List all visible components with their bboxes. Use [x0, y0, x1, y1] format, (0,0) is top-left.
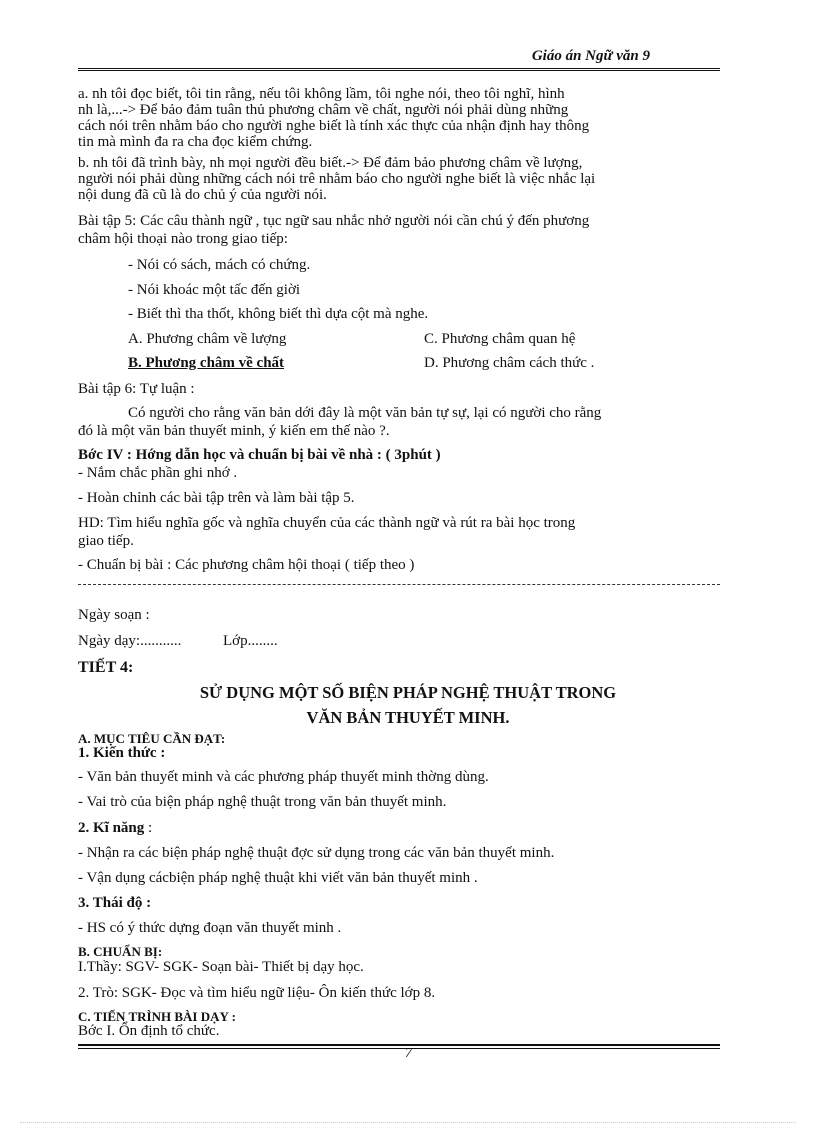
text-line: tin mà mình đa ra cha đọc kiểm chứng. [78, 134, 313, 150]
preparation-heading: B. CHUẨN BỊ: [78, 944, 163, 959]
proverb-2: - Nói khoác một tấc đến giời [128, 282, 301, 298]
knowledge-2: - Vai trò của biện pháp nghệ thuật trong văn bản thuyết minh. [78, 794, 447, 810]
guidance-cont: giao tiếp. [78, 533, 134, 549]
option-d: D. Phương châm cách thức . [424, 355, 595, 371]
text-line: cách nói trên nhằm báo cho người nghe biết là tính xác thực của nhận định hay thông [78, 118, 590, 134]
skills-2: - Vận dụng cácbiện pháp nghệ thuật khi viết văn bản thuyết minh . [78, 870, 478, 886]
option-a: A. Phương châm về lượng [128, 331, 287, 347]
footer-rule [78, 1044, 720, 1046]
exercise-6: Bài tập 6: Tự luận : [78, 381, 195, 397]
proverb-3: - Biết thì tha thốt, không biết thì dựa cột mà nghe. [128, 306, 429, 322]
attitude-heading: 3. Thái độ : [78, 895, 152, 911]
homework-1: - Nắm chắc phần ghi nhớ . [78, 465, 238, 481]
skills-heading-colon: : [144, 820, 153, 836]
lesson-title-2: VĂN BẢN THUYẾT MINH. [306, 708, 510, 727]
objectives-heading: A. MỤC TIÊU CẦN ĐẠT: [78, 731, 226, 746]
text-line: b. nh tôi đã trình bày, nh mọi người đều biết.-> Để đảm bảo phương châm về lượng, [78, 155, 583, 171]
lesson-number: TIẾT 4: [78, 659, 134, 676]
homework-2: - Hoàn chỉnh các bài tập trên và làm bài tập 5. [78, 490, 355, 506]
header-rule [78, 68, 720, 71]
attitude-1: - HS có ý thức dựng đoạn văn thuyết minh . [78, 920, 342, 936]
prepare: - Chuẩn bị bài : Các phương châm hội thoại ( tiếp theo ) [78, 557, 415, 573]
text-line: nh là,...-> Để bảo đảm tuân thủ phương châm về chất, người nói phải dùng những [78, 102, 569, 118]
page-header [78, 48, 720, 65]
footer-rule-thin [78, 1048, 720, 1049]
text-line: a. nh tôi đọc biết, tôi tin rằng, nếu tôi không lầm, tôi nghe nói, theo tôi nghĩ, hình [78, 86, 565, 102]
section-divider [78, 584, 720, 585]
exercise-6-text: Có người cho rằng văn bản dới đây là một văn bản tự sự, lại có người cho rằng [128, 405, 602, 421]
header-title: Giáo án Ngữ văn 9 [531, 48, 650, 64]
exercise-5-cont: châm hội thoại nào trong giao tiếp: [78, 231, 288, 247]
text-line: nội dung đã cũ là do chủ ý của người nói. [78, 187, 327, 203]
preparation-teacher: I.Thầy: SGV- SGK- Soạn bài- Thiết bị dạy học. [78, 959, 364, 975]
knowledge-heading: 1. Kiến thức : [78, 745, 166, 761]
lesson-title-1: SỬ DỤNG MỘT SỐ BIỆN PHÁP NGHỆ THUẬT TRONG [199, 683, 617, 702]
skills-heading [78, 820, 152, 836]
date-taught: Ngày dạy:........... [78, 633, 182, 649]
page-number: 7 [405, 1046, 412, 1061]
class-label: Lớp........ [223, 633, 278, 649]
guidance: HD: Tìm hiểu nghĩa gốc và nghĩa chuyển của các thành ngữ và rút ra bài học trong [78, 515, 576, 531]
exercise-5: Bài tập 5: Các câu thành ngữ , tục ngữ sau nhắc nhở người nói cần chú ý đến phương [78, 213, 590, 229]
proverb-1: - Nói có sách, mách có chứng. [128, 257, 311, 273]
date-prepared: Ngày soạn : [78, 607, 150, 623]
option-c: C. Phương châm quan hệ [424, 331, 576, 347]
skills-heading-label: 2. Kĩ năng [78, 820, 145, 836]
exercise-6-text-cont: đó là một văn bản thuyết minh, ý kiến em thế nào ?. [78, 423, 390, 439]
step-4-heading: Bớc IV : Hớng dẫn học và chuẩn bị bài về nhà : ( 3phút ) [78, 447, 441, 463]
text-line: người nói phải dùng những cách nói trê nhằm báo cho người nghe biết là việc nhắc lại [78, 171, 596, 187]
option-b-answer: B. Phương châm về chất [128, 355, 285, 371]
skills-1: - Nhận ra các biện pháp nghệ thuật đợc sử dụng trong các văn bản thuyết minh. [78, 845, 555, 861]
preparation-student: 2. Trò: SGK- Đọc và tìm hiểu ngữ liệu- Ôn kiến thức lớp 8. [78, 985, 436, 1001]
step-1: Bớc I. Ổn định tổ chức. [78, 1023, 220, 1039]
knowledge-1: - Văn bản thuyết minh và các phương pháp thuyết minh thờng dùng. [78, 769, 489, 785]
procedure-heading: C. TIẾN TRÌNH BÀI DẠY : [78, 1009, 236, 1024]
